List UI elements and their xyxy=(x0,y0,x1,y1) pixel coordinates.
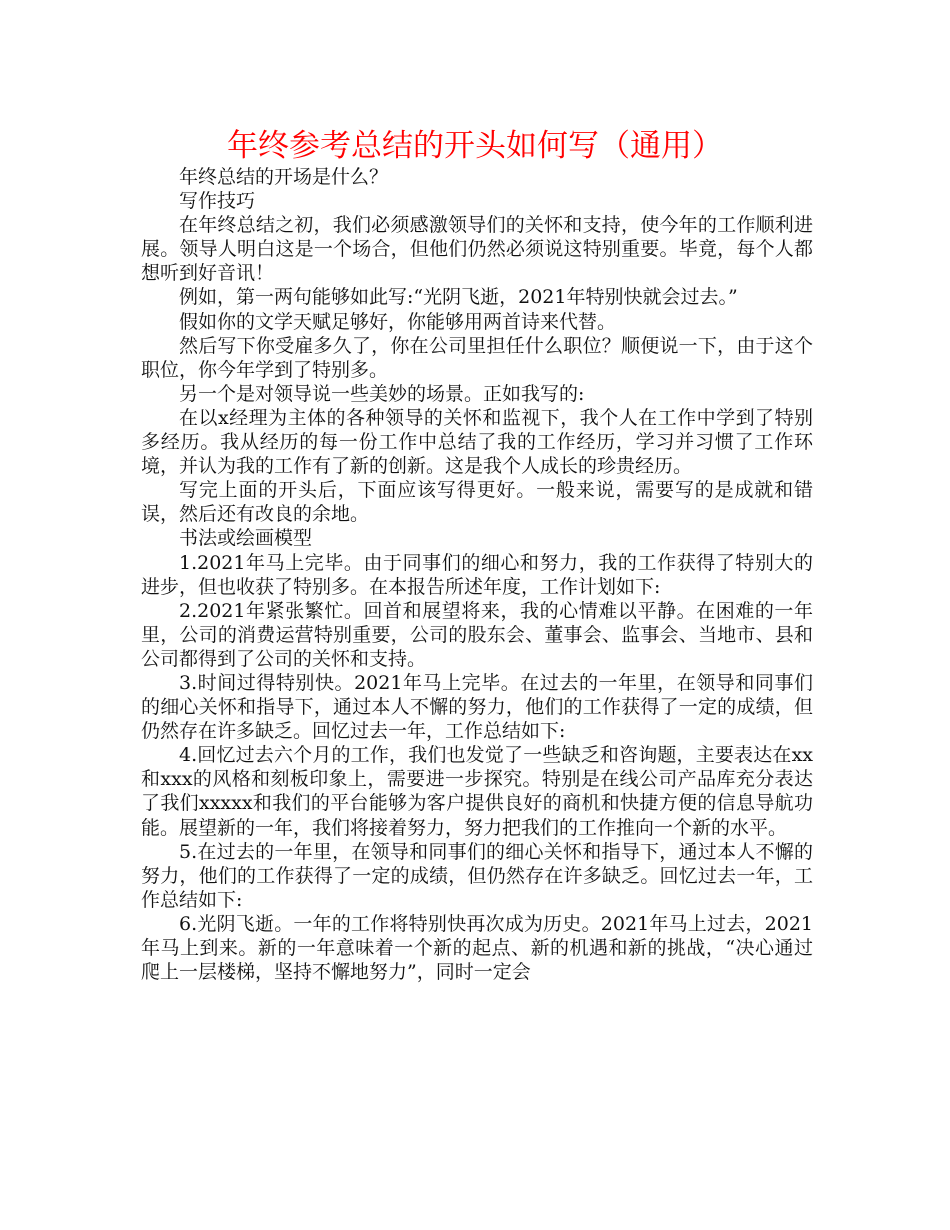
paragraph: 3.时间过得特别快。2021年马上完毕。在过去的一年里，在领导和同事们的细心关怀和指导下，通过本人不懈的努力，他们的工作获得了一定的成绩，但仍然存在许多缺乏。回忆过去一年，工作总结如下: xyxy=(141,671,813,743)
paragraph: 另一个是对领导说一些美妙的场景。正如我写的: xyxy=(179,382,585,405)
paragraph: 假如你的文学天赋足够好，你能够用两首诗来代替。 xyxy=(179,310,617,333)
paragraph: 书法或绘画模型 xyxy=(179,527,313,550)
paragraph: 写完上面的开头后，下面应该写得更好。一般来说，需要写的是成就和错误，然后还有改良的余地。 xyxy=(141,479,813,526)
paragraph: 2.2021年紧张繁忙。回首和展望将来，我的心情难以平静。在困难的一年里，公司的消费运营特别重要，公司的股东会、董事会、监事会、当地市、县和公司都得到了公司的关怀和支持。 xyxy=(141,599,813,670)
paragraph: 在以x经理为主体的各种领导的关怀和监视下，我个人在工作中学到了特别多经历。我从经历的每一份工作中总结了我的工作经历，学习并习惯了工作环境，并认为我的工作有了新的创新。这是我个人成长的珍贵经历。 xyxy=(141,406,813,478)
paragraph: 年终总结的开场是什么？ xyxy=(179,166,389,188)
document-title: 年终参考总结的开头如何写（通用） xyxy=(227,128,723,164)
paragraph: 5.在过去的一年里，在领导和同事们的细心关怀和指导下，通过本人不懈的努力，他们的工作获得了一定的成绩，但仍然存在许多缺乏。回忆过去一年，工作总结如下: xyxy=(141,840,813,911)
paragraph: 1.2021年马上完毕。由于同事们的细心和努力，我的工作获得了特别大的进步，但也收获了特别多。在本报告所述年度，工作计划如下: xyxy=(141,551,813,598)
paragraph: 写作技巧 xyxy=(179,190,256,213)
document-body xyxy=(141,165,813,984)
paragraph: 在年终总结之初，我们必须感激领导们的关怀和支持，使今年的工作顺利进展。领导人明白这是一个场合，但他们仍然必须说这特别重要。毕竟，每个人都想听到好音讯！ xyxy=(141,214,813,285)
paragraph: 例如，第一两句能够如此写:“光阴飞逝，2021年特别快就会过去。” xyxy=(179,286,738,309)
paragraph: 6.光阴飞逝。一年的工作将特别快再次成为历史。2021年马上过去，2021年马上到来。新的一年意味着一个新的起点、新的机遇和新的挑战，“决心通过爬上一层楼梯，坚持不懈地努力”，同时一定会 xyxy=(141,912,813,984)
paragraph: 然后写下你受雇多久了，你在公司里担任什么职位？顺便说一下，由于这个职位，你今年学到了特别多。 xyxy=(141,334,813,381)
paragraph: 4.回忆过去六个月的工作，我们也发觉了一些缺乏和咨询题，主要表达在xx和xxx的风格和刻板印象上，需要进一步探究。特别是在线公司产品库充分表达了我们xxxxx和我们的平台能够为客户提供良好的商机和快捷方便的信息导航功能。展望新的一年，我们将接着努力，努力把我们的工作推向一个新的水平。 xyxy=(141,744,813,839)
